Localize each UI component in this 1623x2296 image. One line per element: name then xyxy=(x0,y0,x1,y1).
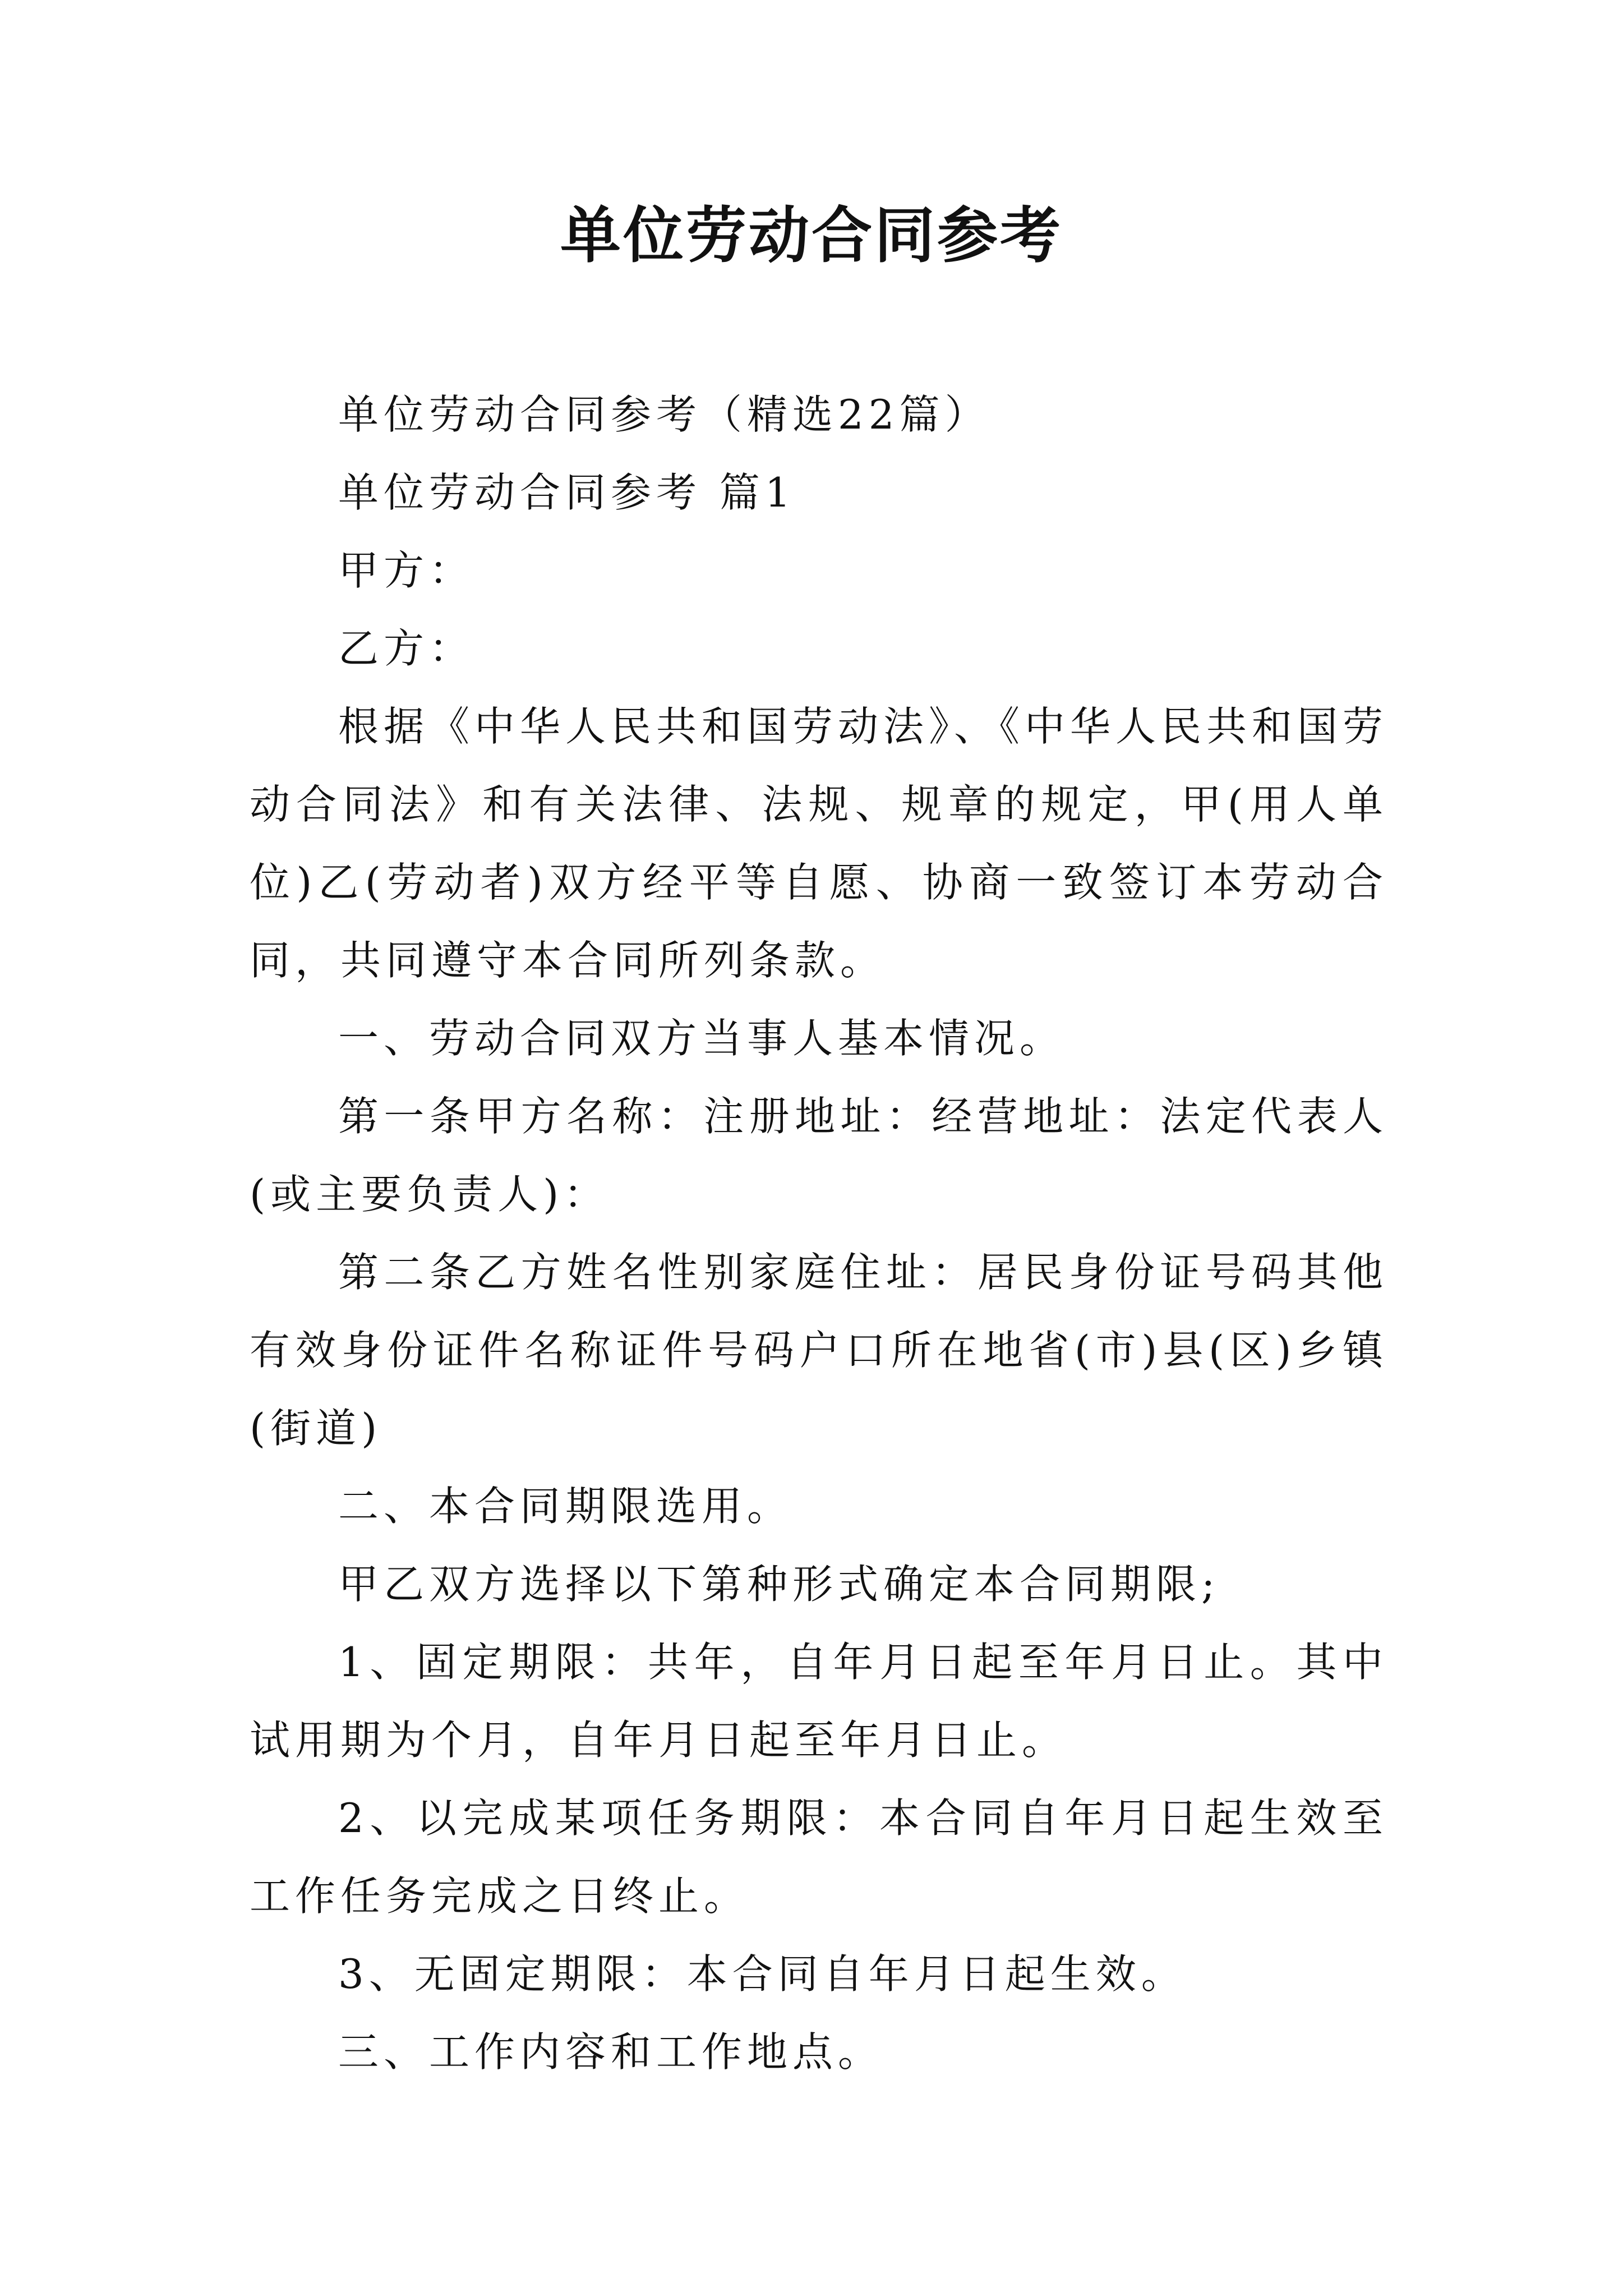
term-option-3: 3、无固定期限：本合同自年月日起生效。 xyxy=(338,1950,1187,1998)
term-option-2: 2、以完成某项任务期限：本合同自年月日起生效至工作任务完成之日终止。 xyxy=(250,1795,1388,1920)
preamble-paragraph: 根据《中华人民共和国劳动法》、《中华人民共和国劳动合同法》和有关法律、法规、规章的规定，甲(用人单位)乙(劳动者)双方经平等自愿、协商一致签订本劳动合同，共同遵守本合同所列条款。 xyxy=(250,703,1389,984)
term-selection-paragraph: 甲乙双方选择以下第种形式确定本合同期限; xyxy=(338,1561,1220,1608)
document-body xyxy=(250,376,1388,2091)
article-1-paragraph: 第一条甲方名称：注册地址：经营地址：法定代表人(或主要负责人)： xyxy=(250,1093,1388,1218)
party-a-line: 甲方： xyxy=(338,547,475,594)
section-heading-1: 一、劳动合同双方当事人基本情况。 xyxy=(338,1015,1066,1062)
party-b-line: 乙方： xyxy=(338,625,475,672)
term-option-1: 1、固定期限：共年，自年月日起至年月日止。其中试用期为个月，自年月日起至年月日止。 xyxy=(250,1639,1388,1764)
section-heading-3: 三、工作内容和工作地点。 xyxy=(338,2028,884,2076)
section-heading-part-1: 单位劳动合同参考 篇1 xyxy=(338,469,796,516)
section-heading-2: 二、本合同期限选用。 xyxy=(338,1483,793,1530)
article-2-paragraph: 第二条乙方姓名性别家庭住址：居民身份证号码其他有效身份证件名称证件号码户口所在地省(市)县(区)乡镇(街道) xyxy=(250,1249,1388,1452)
document-title: 单位劳动合同参考 xyxy=(560,200,1063,271)
document-subtitle: 单位劳动合同参考（精选22篇） xyxy=(338,391,990,438)
